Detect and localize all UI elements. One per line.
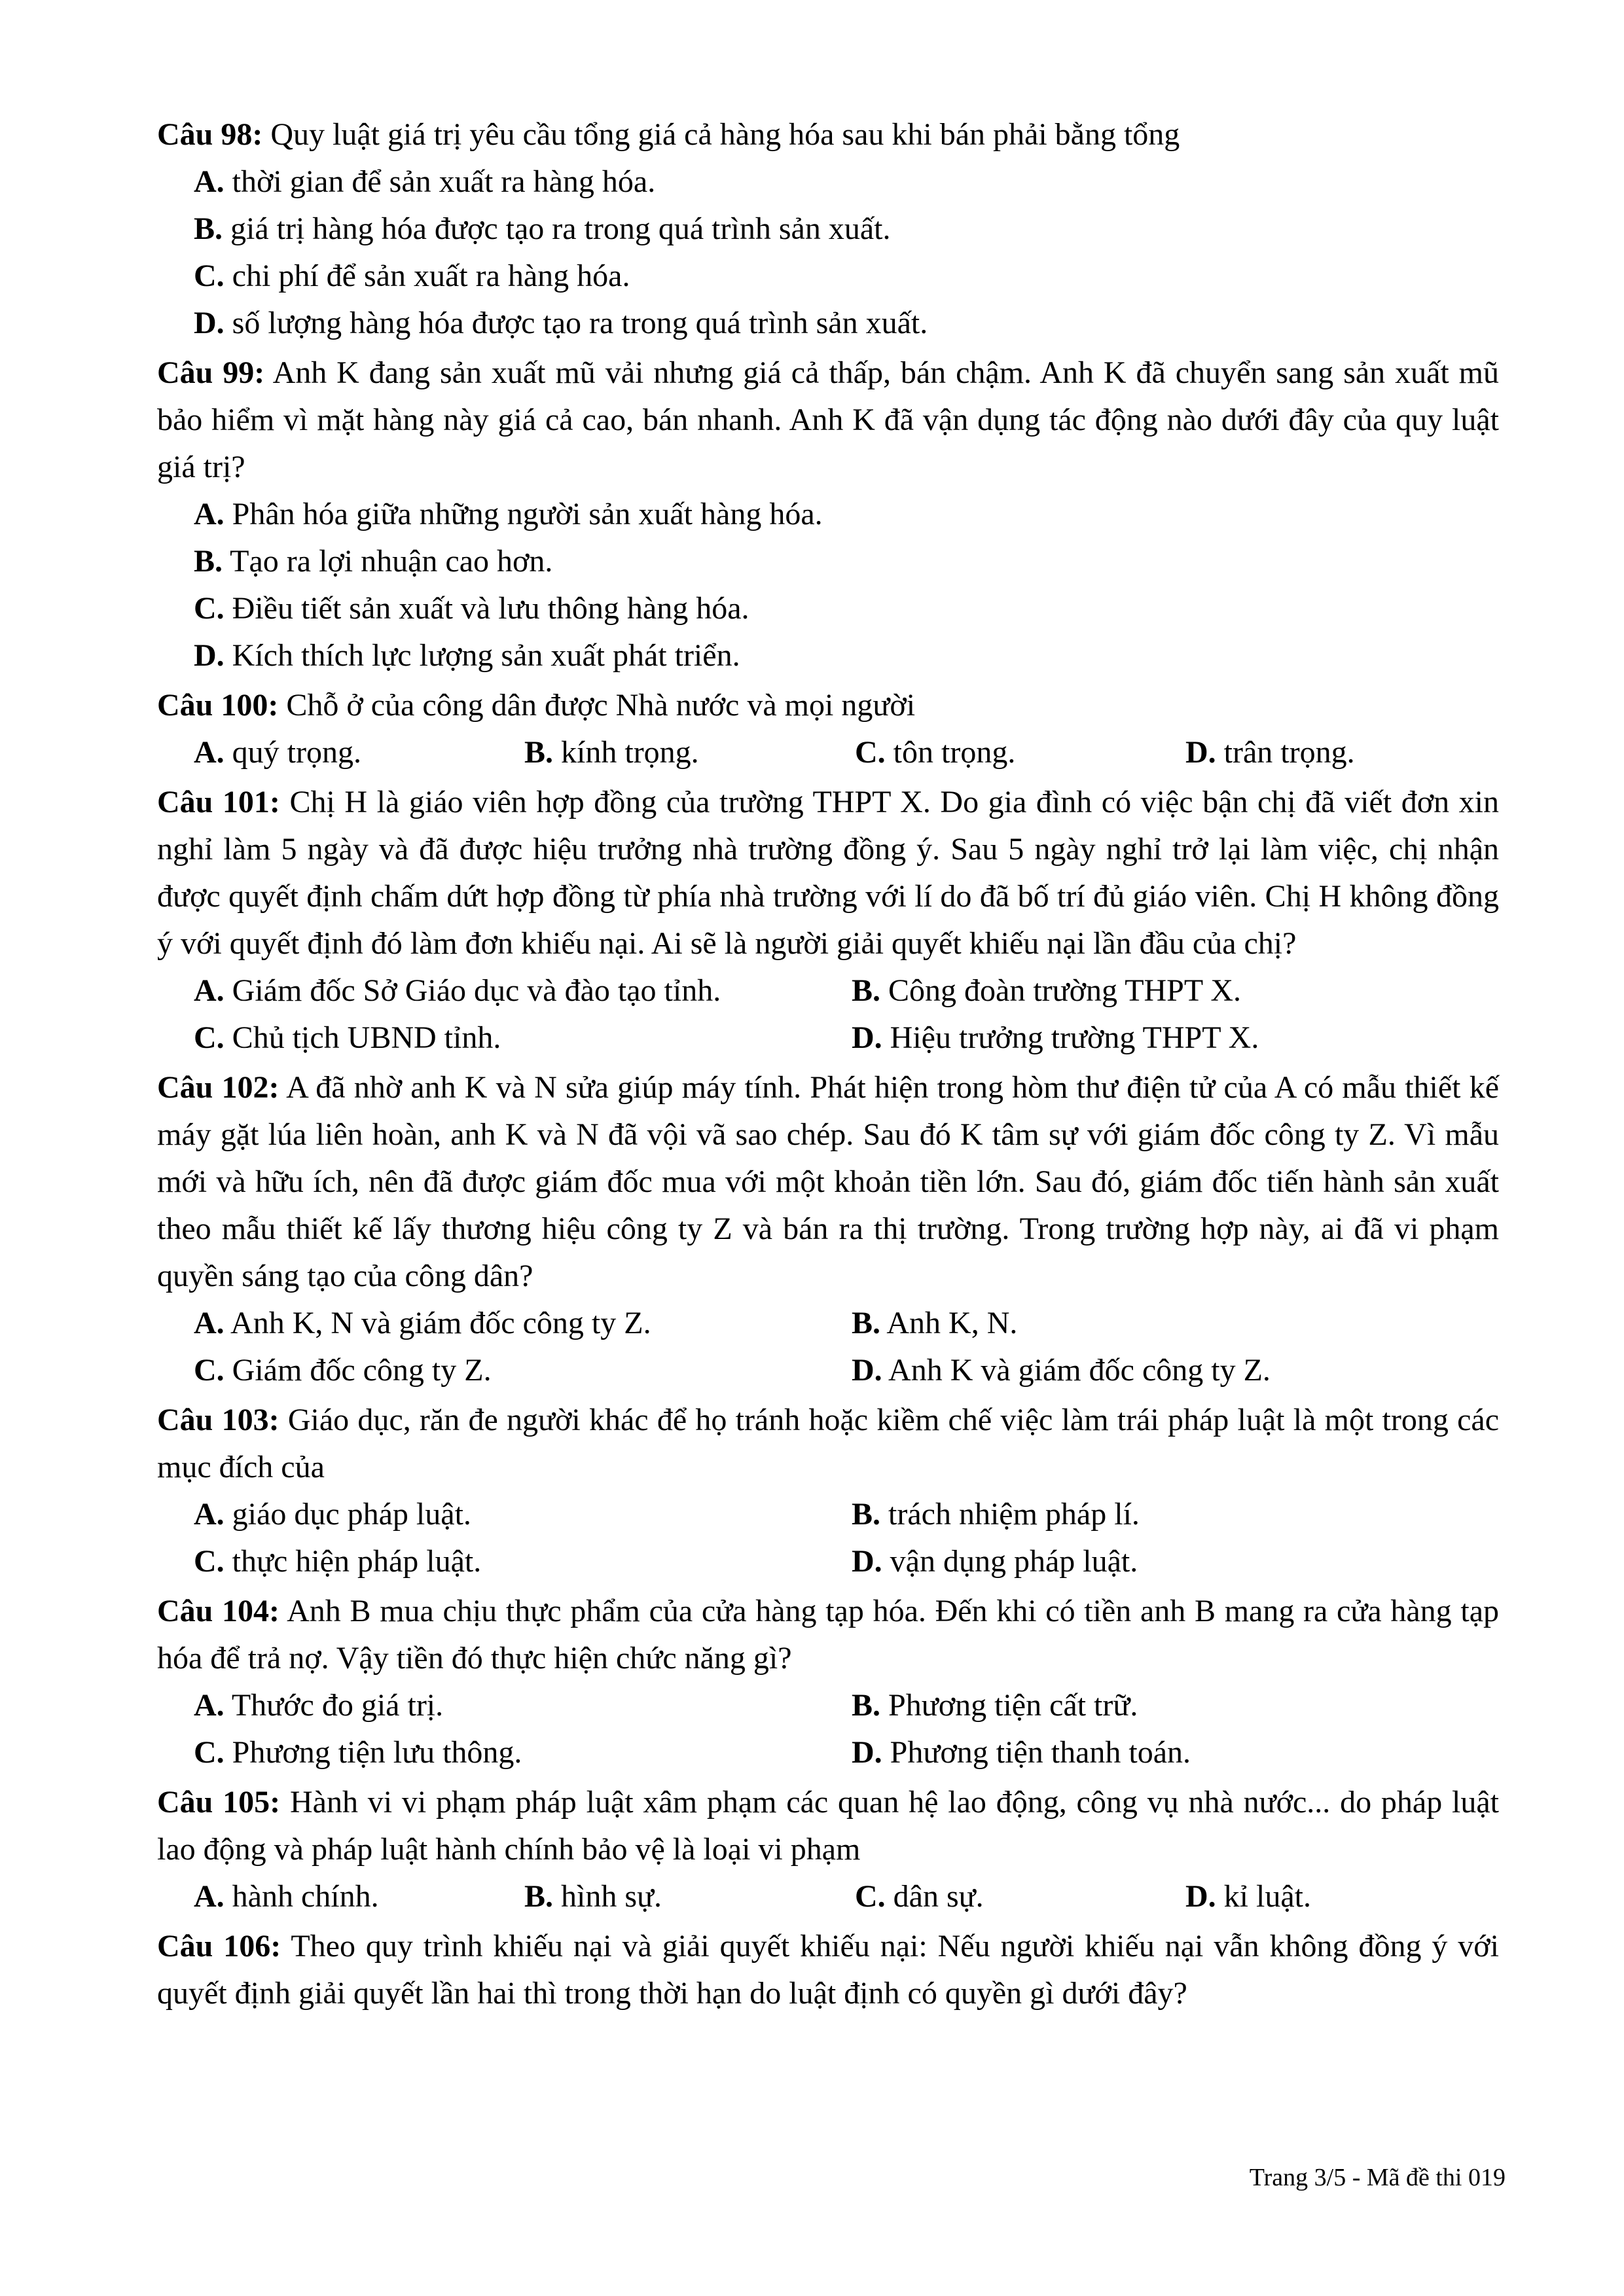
answer-option bbox=[194, 538, 1499, 585]
question-stem bbox=[157, 682, 1499, 729]
question-block bbox=[157, 350, 1499, 679]
answer-option bbox=[194, 253, 1499, 300]
option-letter: A. bbox=[194, 1879, 225, 1914]
option-text: tôn trọng. bbox=[893, 735, 1016, 770]
option-letter: A. bbox=[194, 1306, 225, 1340]
exam-page bbox=[157, 111, 1499, 2020]
option-text: Phương tiện cất trữ. bbox=[888, 1688, 1138, 1723]
option-text: vận dụng pháp luật. bbox=[890, 1544, 1138, 1579]
option-text: hình sự. bbox=[561, 1879, 662, 1914]
option-text: Tạo ra lợi nhuận cao hơn. bbox=[230, 544, 553, 579]
answer-option bbox=[852, 1300, 1499, 1347]
question-number: Câu 101: bbox=[157, 785, 280, 819]
option-letter: A. bbox=[194, 735, 225, 770]
option-text: giá trị hàng hóa được tạo ra trong quá trình sản xuất. bbox=[230, 211, 891, 246]
option-letter: D. bbox=[1185, 735, 1216, 770]
option-letter: B. bbox=[524, 1879, 554, 1914]
option-text: Phân hóa giữa những người sản xuất hàng hóa. bbox=[232, 497, 823, 531]
option-letter: C. bbox=[855, 735, 886, 770]
option-letter: D. bbox=[194, 306, 225, 340]
answer-options bbox=[157, 1491, 1499, 1585]
option-text: dân sự. bbox=[893, 1879, 984, 1914]
option-letter: B. bbox=[194, 544, 223, 579]
answer-option bbox=[194, 632, 1499, 679]
answer-option bbox=[1185, 729, 1499, 776]
answer-option bbox=[194, 1491, 852, 1538]
option-text: Anh K, N. bbox=[886, 1306, 1018, 1340]
question-text: Giáo dục, răn đe người khác để họ tránh hoặc kiềm chế việc làm trái pháp luật là một trong các mục đích của bbox=[157, 1403, 1500, 1484]
option-letter: B. bbox=[524, 735, 554, 770]
option-text: kính trọng. bbox=[561, 735, 699, 770]
answer-option bbox=[194, 1538, 852, 1585]
question-stem bbox=[157, 1779, 1499, 1873]
answer-option bbox=[855, 729, 1185, 776]
question-number: Câu 102: bbox=[157, 1070, 280, 1105]
answer-option bbox=[194, 585, 1499, 632]
option-letter: B. bbox=[194, 211, 223, 246]
page-footer: Trang 3/5 - Mã đề thi 019 bbox=[1249, 2164, 1506, 2191]
option-letter: D. bbox=[194, 638, 225, 673]
option-text: Anh K, N và giám đốc công ty Z. bbox=[230, 1306, 651, 1340]
option-letter: D. bbox=[852, 1353, 882, 1388]
option-letter: D. bbox=[852, 1735, 882, 1770]
answer-options bbox=[157, 729, 1499, 776]
question-block bbox=[157, 1397, 1499, 1585]
option-text: Công đoàn trường THPT X. bbox=[888, 973, 1241, 1008]
question-block bbox=[157, 1923, 1499, 2017]
question-stem bbox=[157, 1397, 1499, 1491]
option-letter: C. bbox=[855, 1879, 886, 1914]
question-stem bbox=[157, 1064, 1499, 1300]
option-text: trách nhiệm pháp lí. bbox=[888, 1497, 1140, 1532]
answer-option bbox=[852, 1538, 1499, 1585]
answer-option bbox=[194, 206, 1499, 253]
answer-option bbox=[1185, 1873, 1499, 1920]
answer-option bbox=[852, 1729, 1499, 1776]
answer-option bbox=[194, 1347, 852, 1394]
option-letter: A. bbox=[194, 973, 225, 1008]
answer-option bbox=[194, 1014, 852, 1062]
option-text: số lượng hàng hóa được tạo ra trong quá trình sản xuất. bbox=[232, 306, 928, 340]
question-number: Câu 103: bbox=[157, 1403, 280, 1437]
question-stem bbox=[157, 1588, 1499, 1682]
option-text: Giám đốc công ty Z. bbox=[232, 1353, 492, 1388]
option-text: chi phí để sản xuất ra hàng hóa. bbox=[232, 259, 630, 293]
answer-option bbox=[852, 1491, 1499, 1538]
option-letter: B. bbox=[852, 1497, 881, 1532]
option-letter: B. bbox=[852, 1306, 881, 1340]
answer-option bbox=[855, 1873, 1185, 1920]
question-text: Anh K đang sản xuất mũ vải nhưng giá cả thấp, bán chậm. Anh K đã chuyển sang sản xuất mũ bảo hiểm vì mặt hàng này giá cả cao, bán nhanh. Anh K đã vận dụng tác động nào dưới đây của quy luật giá trị? bbox=[157, 355, 1500, 484]
answer-option bbox=[852, 967, 1499, 1014]
option-letter: C. bbox=[194, 1544, 225, 1579]
option-text: Kích thích lực lượng sản xuất phát triển. bbox=[232, 638, 740, 673]
question-block bbox=[157, 111, 1499, 347]
answer-option bbox=[524, 1873, 855, 1920]
question-text: A đã nhờ anh K và N sửa giúp máy tính. Phát hiện trong hòm thư điện tử của A có mẫu thiết kế máy gặt lúa liên hoàn, anh K và N đã vội vã sao chép. Sau đó K tâm sự với giám đốc công ty Z. Vì mẫu mới và hữu ích, nên đã được giám đốc mua với một khoản tiền lớn. Sau đó, giám đốc tiến hành sản xuất theo mẫu thiết kế lấy thương hiệu công ty Z và bán ra thị trường. Trong trường hợp này, ai đã vi phạm quyền sáng tạo của công dân? bbox=[157, 1070, 1499, 1293]
answer-option bbox=[194, 729, 524, 776]
question-stem bbox=[157, 350, 1499, 491]
answer-option bbox=[194, 1729, 852, 1776]
option-text: Chủ tịch UBND tỉnh. bbox=[232, 1020, 501, 1055]
option-text: hành chính. bbox=[232, 1879, 379, 1914]
option-letter: A. bbox=[194, 1497, 225, 1532]
option-text: trân trọng. bbox=[1223, 735, 1355, 770]
answer-options bbox=[157, 1300, 1499, 1394]
question-block bbox=[157, 779, 1499, 1062]
question-number: Câu 104: bbox=[157, 1594, 280, 1628]
option-text: Phương tiện lưu thông. bbox=[232, 1735, 522, 1770]
question-stem bbox=[157, 779, 1499, 967]
question-block bbox=[157, 1064, 1499, 1394]
option-letter: C. bbox=[194, 1735, 225, 1770]
answer-option bbox=[194, 300, 1499, 347]
question-text: Anh B mua chịu thực phẩm của cửa hàng tạp hóa. Đến khi có tiền anh B mang ra cửa hàng tạp hóa để trả nợ. Vậy tiền đó thực hiện chức năng gì? bbox=[157, 1594, 1499, 1676]
question-stem bbox=[157, 111, 1499, 158]
question-number: Câu 98: bbox=[157, 117, 263, 152]
answer-option bbox=[524, 729, 855, 776]
option-text: Thước đo giá trị. bbox=[231, 1688, 444, 1723]
question-text: Quy luật giá trị yêu cầu tổng giá cả hàng hóa sau khi bán phải bằng tổng bbox=[270, 117, 1180, 152]
question-text: Theo quy trình khiếu nại và giải quyết khiếu nại: Nếu người khiếu nại vẫn không đồng ý với quyết định giải quyết lần hai thì trong thời hạn do luật định có quyền gì dưới đây? bbox=[157, 1929, 1500, 2011]
question-block bbox=[157, 682, 1499, 776]
option-text: Hiệu trưởng trường THPT X. bbox=[890, 1020, 1259, 1055]
option-letter: C. bbox=[194, 1020, 225, 1055]
option-letter: D. bbox=[852, 1544, 882, 1579]
option-letter: C. bbox=[194, 1353, 225, 1388]
answer-option bbox=[852, 1347, 1499, 1394]
answer-option bbox=[852, 1682, 1499, 1729]
answer-option bbox=[194, 1300, 852, 1347]
question-text: Chị H là giáo viên hợp đồng của trường THPT X. Do gia đình có việc bận chị đã viết đơn xin nghỉ làm 5 ngày và đã được hiệu trưởng nhà trường đồng ý. Sau 5 ngày nghỉ trở lại làm việc, chị nhận được quyết định chấm dứt hợp đồng từ phía nhà trường với lí do đã bố trí đủ giáo viên. Chị H không đồng ý với quyết định đó làm đơn khiếu nại. Ai sẽ là người giải quyết khiếu nại lần đầu của chị? bbox=[157, 785, 1499, 961]
question-text: Chỗ ở của công dân được Nhà nước và mọi người bbox=[286, 688, 916, 723]
answer-options bbox=[157, 967, 1499, 1062]
option-letter: B. bbox=[852, 1688, 881, 1723]
option-text: quý trọng. bbox=[232, 735, 361, 770]
option-letter: A. bbox=[194, 1688, 225, 1723]
question-number: Câu 106: bbox=[157, 1929, 281, 1964]
question-stem bbox=[157, 1923, 1499, 2017]
answer-options bbox=[157, 158, 1499, 347]
question-list bbox=[157, 111, 1499, 2017]
option-letter: B. bbox=[852, 973, 881, 1008]
answer-option bbox=[194, 967, 852, 1014]
option-text: Điều tiết sản xuất và lưu thông hàng hóa. bbox=[232, 591, 749, 626]
question-number: Câu 100: bbox=[157, 688, 279, 723]
answer-options bbox=[157, 1873, 1499, 1920]
option-letter: C. bbox=[194, 259, 225, 293]
option-text: kỉ luật. bbox=[1223, 1879, 1311, 1914]
option-text: thực hiện pháp luật. bbox=[232, 1544, 482, 1579]
answer-option bbox=[194, 491, 1499, 538]
question-block bbox=[157, 1588, 1499, 1776]
option-letter: A. bbox=[194, 164, 225, 199]
option-text: Anh K và giám đốc công ty Z. bbox=[888, 1353, 1271, 1388]
question-number: Câu 99: bbox=[157, 355, 265, 390]
option-text: Phương tiện thanh toán. bbox=[890, 1735, 1191, 1770]
option-text: Giám đốc Sở Giáo dục và đào tạo tỉnh. bbox=[232, 973, 721, 1008]
option-letter: C. bbox=[194, 591, 225, 626]
option-letter: A. bbox=[194, 497, 225, 531]
option-letter: D. bbox=[852, 1020, 882, 1055]
question-number: Câu 105: bbox=[157, 1785, 281, 1820]
answer-option bbox=[194, 158, 1499, 206]
answer-option bbox=[194, 1873, 524, 1920]
answer-option bbox=[194, 1682, 852, 1729]
answer-options bbox=[157, 491, 1499, 679]
option-letter: D. bbox=[1185, 1879, 1216, 1914]
question-block bbox=[157, 1779, 1499, 1920]
question-text: Hành vi vi phạm pháp luật xâm phạm các quan hệ lao động, công vụ nhà nước... do pháp luật lao động và pháp luật hành chính bảo vệ là loại vi phạm bbox=[157, 1785, 1499, 1867]
answer-option bbox=[852, 1014, 1499, 1062]
option-text: giáo dục pháp luật. bbox=[232, 1497, 471, 1532]
answer-options bbox=[157, 1682, 1499, 1776]
option-text: thời gian để sản xuất ra hàng hóa. bbox=[232, 164, 656, 199]
